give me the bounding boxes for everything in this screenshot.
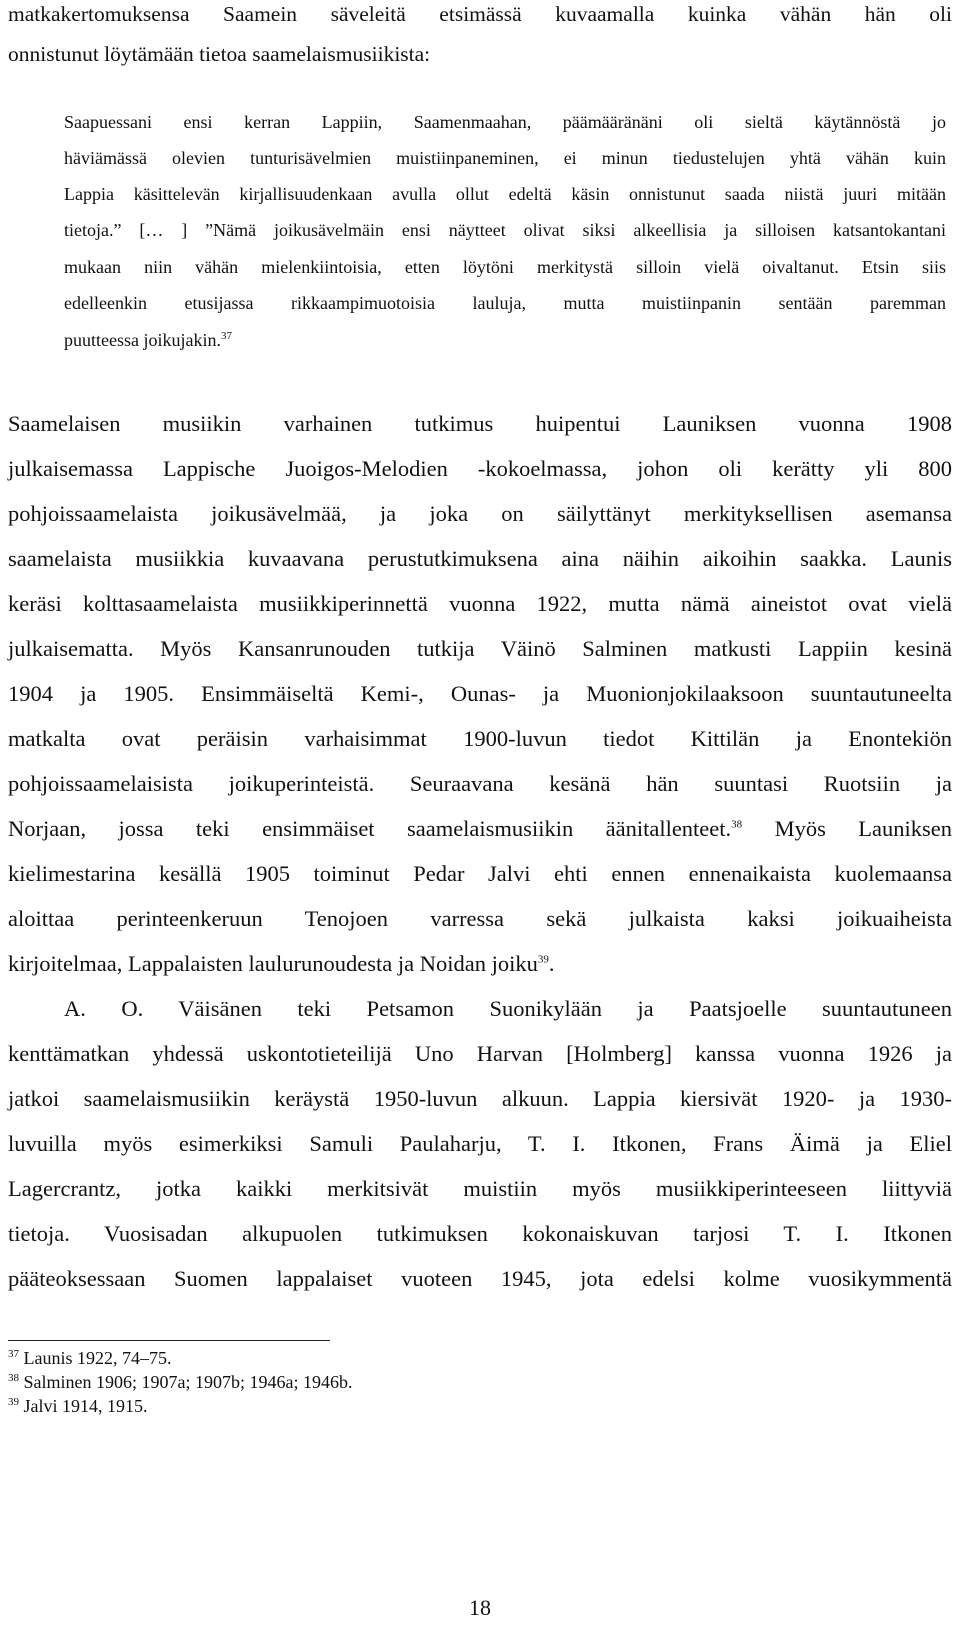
- body-line: [8, 816, 952, 842]
- body-line: kielimestarina kesällä 1905 toiminut Pedar Jalvi ehti ennen ennenaikaista kuolemaansa: [8, 861, 952, 886]
- quote-line: tietoja.” [… ] ”Nämä joikusävelmäin ensi näytteet olivat siksi alkeellisia ja silloisen katsantokantani: [64, 220, 946, 240]
- body-line: matkalta ovat peräisin varhaisimmat 1900-luvun tiedot Kittilän ja Enontekiön: [8, 726, 952, 751]
- intro-line: onnistunut löytämään tietoa saamelaismusiikista:: [8, 42, 431, 66]
- body-line: julkaisematta. Myös Kansanrunouden tutkija Väinö Salminen matkusti Lappiin kesinä: [8, 636, 952, 661]
- body-line: kenttämatkan yhdessä uskontotieteilijä Uno Harvan [Holmberg] kanssa vuonna 1926 ja: [8, 1041, 952, 1066]
- body-line: Saamelaisen musiikin varhainen tutkimus huipentui Launiksen vuonna 1908: [8, 411, 952, 436]
- body-line: luvuilla myös esimerkiksi Samuli Paulaharju, T. I. Itkonen, Frans Äimä ja Eliel: [8, 1131, 952, 1156]
- body-line: pääteoksessaan Suomen lappalaiset vuoteen 1945, jota edelsi kolme vuosikymmentä: [8, 1266, 952, 1291]
- body-line: julkaisemassa Lappische Juoigos-Melodien -kokoelmassa, johon oli kerätty yli 800: [8, 456, 952, 481]
- body-line: tietoja. Vuosisadan alkupuolen tutkimuksen kokonaiskuvan tarjosi T. I. Itkonen: [8, 1221, 952, 1246]
- quote-line: Saapuessani ensi kerran Lappiin, Saamenmaahan, päämääränäni oli sieltä käytännöstä jo: [64, 112, 946, 132]
- footnote-38: [8, 1372, 352, 1393]
- footnote-text: Launis 1922, 74–75.: [23, 1348, 172, 1368]
- footnote-number: 38: [8, 1372, 19, 1384]
- intro-line: matkakertomuksensa Saamein säveleitä etsimässä kuvaamalla kuinka vähän hän oli: [8, 2, 952, 26]
- footnote-39: [8, 1396, 148, 1417]
- footnote-divider: [8, 1340, 330, 1341]
- footnote-number: 39: [8, 1396, 19, 1408]
- footnote-37: [8, 1348, 172, 1369]
- quote-line: häviämässä olevien tunturisävelmien muistiinpaneminen, ei minun tiedustelujen yhtä vähän kuin: [64, 148, 946, 168]
- body-line: pohjoissaamelaista joikusävelmää, ja joka on säilyttänyt merkityksellisen asemansa: [8, 501, 952, 526]
- body-line: aloittaa perinteenkeruun Tenojoen varressa sekä julkaista kaksi joikuaiheista: [8, 906, 952, 931]
- quote-line: [64, 330, 946, 351]
- body-text: .: [548, 951, 555, 976]
- quote-line: Lappia käsittelevän kirjallisuudenkaan avulla ollut edeltä käsin onnistunut saada niistä juuri mitään: [64, 184, 946, 204]
- footnote-number: 37: [8, 1348, 19, 1360]
- body-line: jatkoi saamelaismusiikin keräystä 1950-luvun alkuun. Lappia kiersivät 1920- ja 1930-: [8, 1086, 952, 1111]
- footnote-ref-38: 38: [731, 818, 743, 831]
- body-text: kirjoitelmaa, Lappalaisten laulurunoudesta ja Noidan joiku: [8, 951, 538, 976]
- footnote-ref-37: 37: [220, 330, 232, 342]
- body-line: 1904 ja 1905. Ensimmäiseltä Kemi-, Ounas- ja Muonionjokilaaksoon suuntautuneelta: [8, 681, 952, 706]
- body-text: Myös Launiksen: [774, 816, 952, 841]
- body-text: Norjaan, jossa teki ensimmäiset saamelaismusiikin äänitallenteet.: [8, 816, 732, 841]
- body-line: keräsi kolttasaamelaista musiikkiperinnettä vuonna 1922, mutta nämä aineistot ovat vielä: [8, 591, 952, 616]
- quote-text: puutteessa joikujakin.: [64, 330, 221, 350]
- quote-line: mukaan niin vähän mielenkiintoisia, etten löytöni merkitystä silloin vielä oivaltanut. Etsin siis: [64, 257, 946, 277]
- body-line: saamelaista musiikkia kuvaavana perustutkimuksena aina näihin aikoihin saakka. Launis: [8, 546, 952, 571]
- page-number: 18: [469, 1595, 491, 1620]
- footnote-text: Salminen 1906; 1907a; 1907b; 1946a; 1946b.: [23, 1372, 353, 1392]
- body-line: [8, 951, 952, 977]
- body-line: pohjoissaamelaisista joikuperinteistä. Seuraavana kesänä hän suuntasi Ruotsiin ja: [8, 771, 952, 796]
- footnote-text: Jalvi 1914, 1915.: [23, 1396, 148, 1416]
- body-line: Lagercrantz, jotka kaikki merkitsivät muistiin myös musiikkiperinteeseen liittyviä: [8, 1176, 952, 1201]
- body-line: A. O. Väisänen teki Petsamon Suonikylään ja Paatsjoelle suuntautuneen: [64, 996, 952, 1021]
- quote-line: edelleenkin etusijassa rikkaampimuotoisia lauluja, mutta muistiinpanin sentään paremman: [64, 293, 946, 313]
- footnote-ref-39: 39: [537, 953, 549, 966]
